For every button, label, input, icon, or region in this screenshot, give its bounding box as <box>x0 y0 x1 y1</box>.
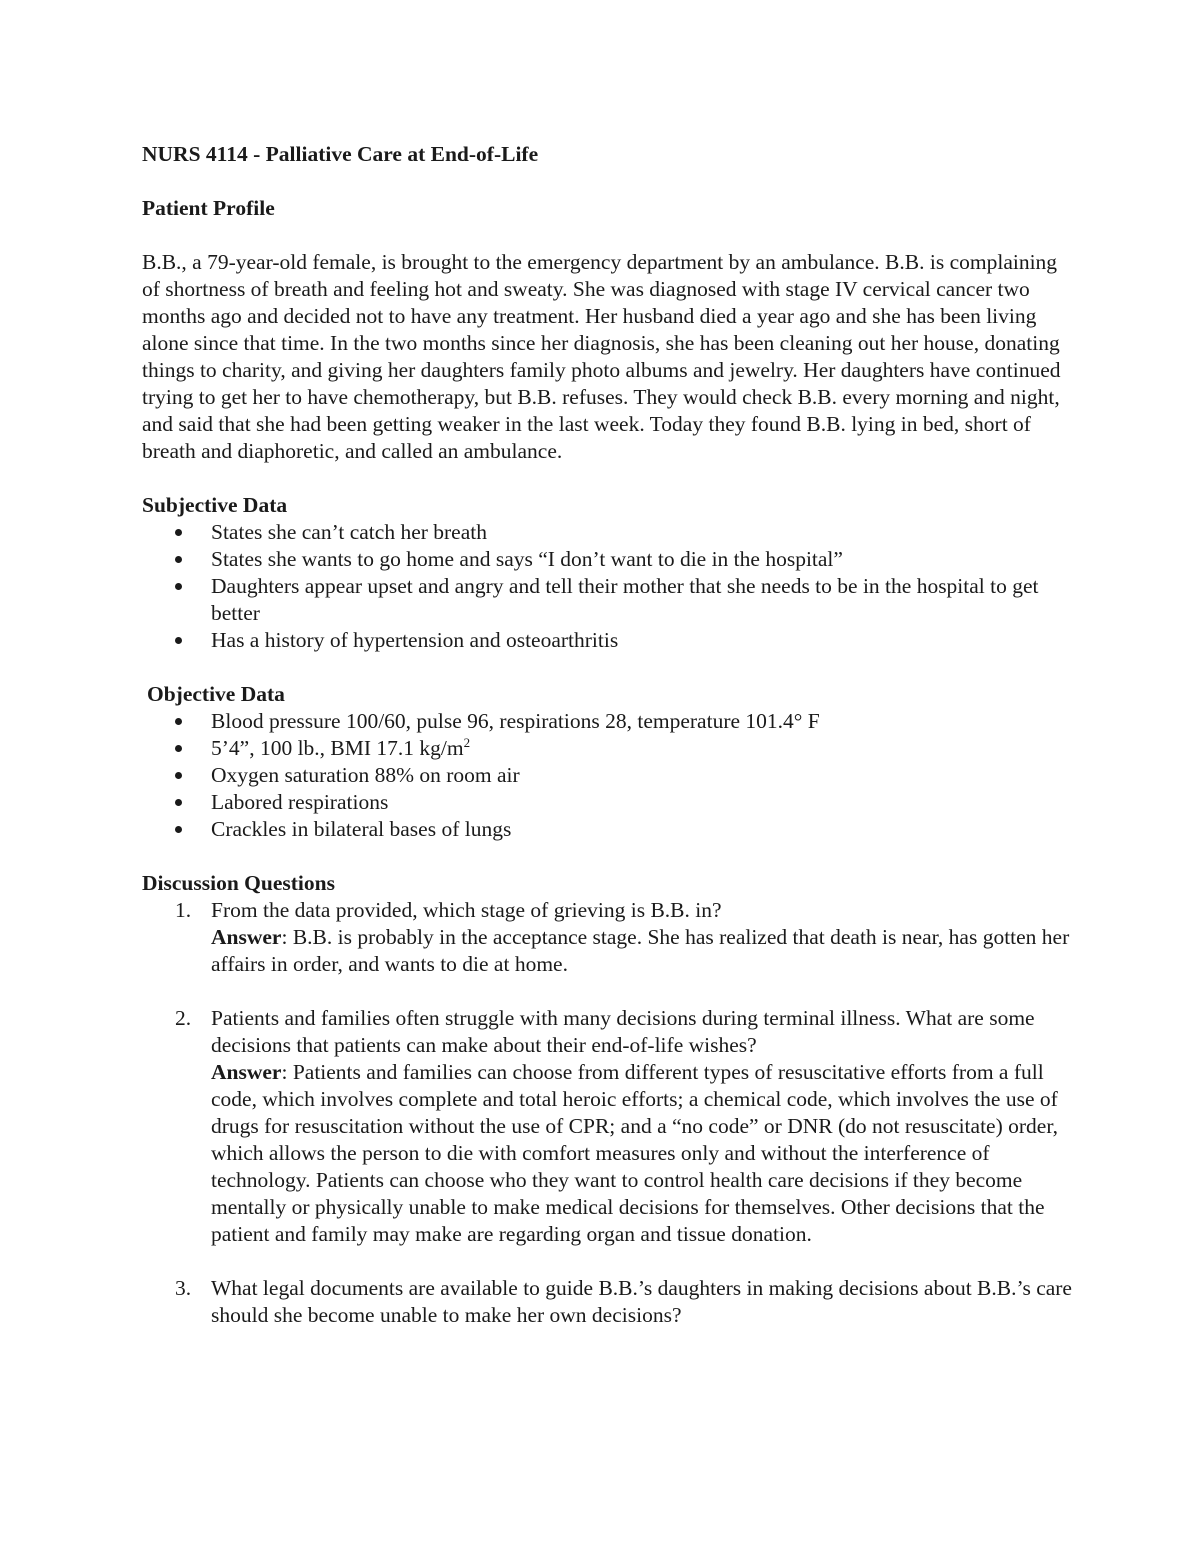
list-item-text: Labored respirations <box>211 790 389 814</box>
subjective-data-heading: Subjective Data <box>142 493 288 517</box>
list-item <box>142 546 1072 573</box>
bullet-icon <box>175 745 182 752</box>
discussion-questions-heading: Discussion Questions <box>142 871 335 895</box>
answer-text: : Patients and families can choose from different types of resuscitative efforts from a full code, which involves complete and total heroic efforts; a chemical code, which involves the use of drugs for resuscitation without the use of CPR; and a “no code” or DNR (do not resuscitate) order, which allows the person to die with comfort measures only and without the interference of technology. Patients can choose who they want to control health care decisions if they become mentally or physically unable to make medical decisions for themselves. Other decisions that the patient and family may make are regarding organ and tissue donation. <box>211 1060 1058 1246</box>
bullet-icon <box>175 718 182 725</box>
list-item <box>142 762 1072 789</box>
list-item <box>142 627 1072 654</box>
question-text: From the data provided, which stage of grieving is B.B. in? <box>211 898 722 922</box>
question-item <box>142 1275 1072 1329</box>
list-item-text: 5’4”, 100 lb., BMI 17.1 kg/m <box>211 736 464 760</box>
bullet-icon <box>175 556 182 563</box>
answer-label: Answer <box>211 925 282 949</box>
list-item <box>142 708 1072 735</box>
bullet-icon <box>175 583 182 590</box>
document-title: NURS 4114 - Palliative Care at End-of-Life <box>142 142 539 166</box>
question-number: 3. <box>175 1276 192 1300</box>
list-item <box>142 573 1072 627</box>
list-item-text: States she wants to go home and says “I don’t want to die in the hospital” <box>211 547 843 571</box>
answer-label: Answer <box>211 1060 282 1084</box>
bmi-superscript: 2 <box>463 734 471 750</box>
list-item-text: Crackles in bilateral bases of lungs <box>211 817 512 841</box>
bullet-icon <box>175 637 182 644</box>
question-item <box>142 1005 1072 1248</box>
list-item-text: States she can’t catch her breath <box>211 520 487 544</box>
list-item <box>142 735 1072 762</box>
question-item <box>142 897 1072 978</box>
list-item-text: Daughters appear upset and angry and tell their mother that she needs to be in the hospital to get better <box>211 574 1039 625</box>
patient-profile-heading: Patient Profile <box>142 196 275 220</box>
document-page <box>142 141 1072 1356</box>
bullet-icon <box>175 529 182 536</box>
discussion-questions-list <box>142 897 1072 1329</box>
objective-data-list <box>142 708 1072 843</box>
list-item-text: Oxygen saturation 88% on room air <box>211 763 520 787</box>
subjective-data-list <box>142 519 1072 654</box>
list-item-text: Blood pressure 100/60, pulse 96, respirations 28, temperature 101.4° F <box>211 709 820 733</box>
question-number: 1. <box>175 898 192 922</box>
patient-profile-text: B.B., a 79-year-old female, is brought to the emergency department by an ambulance. B.B. is complaining of shortness of breath and feeling hot and sweaty. She was diagnosed with stage IV cervical cancer two months ago and decided not to have any treatment. Her husband died a year ago and she has been living alone since that time. In the two months since her diagnosis, she has been cleaning out her house, donating things to charity, and giving her daughters family photo albums and jewelry. Her daughters have continued trying to get her to have chemotherapy, but B.B. refuses. They would check B.B. every morning and night, and said that she had been getting weaker in the last week. Today they found B.B. lying in bed, short of breath and diaphoretic, and called an ambulance. <box>142 250 1061 463</box>
list-item <box>142 789 1072 816</box>
objective-data-heading: Objective Data <box>147 682 285 706</box>
bullet-icon <box>175 772 182 779</box>
question-number: 2. <box>175 1006 192 1030</box>
question-text: Patients and families often struggle with many decisions during terminal illness. What are some decisions that patients can make about their end-of-life wishes? <box>211 1006 1035 1057</box>
answer-text: : B.B. is probably in the acceptance stage. She has realized that death is near, has gotten her affairs in order, and wants to die at home. <box>211 925 1070 976</box>
bullet-icon <box>175 799 182 806</box>
question-text: What legal documents are available to guide B.B.’s daughters in making decisions about B.B.’s care should she become unable to make her own decisions? <box>211 1276 1072 1327</box>
bullet-icon <box>175 826 182 833</box>
list-item <box>142 816 1072 843</box>
list-item-text: Has a history of hypertension and osteoarthritis <box>211 628 619 652</box>
list-item <box>142 519 1072 546</box>
